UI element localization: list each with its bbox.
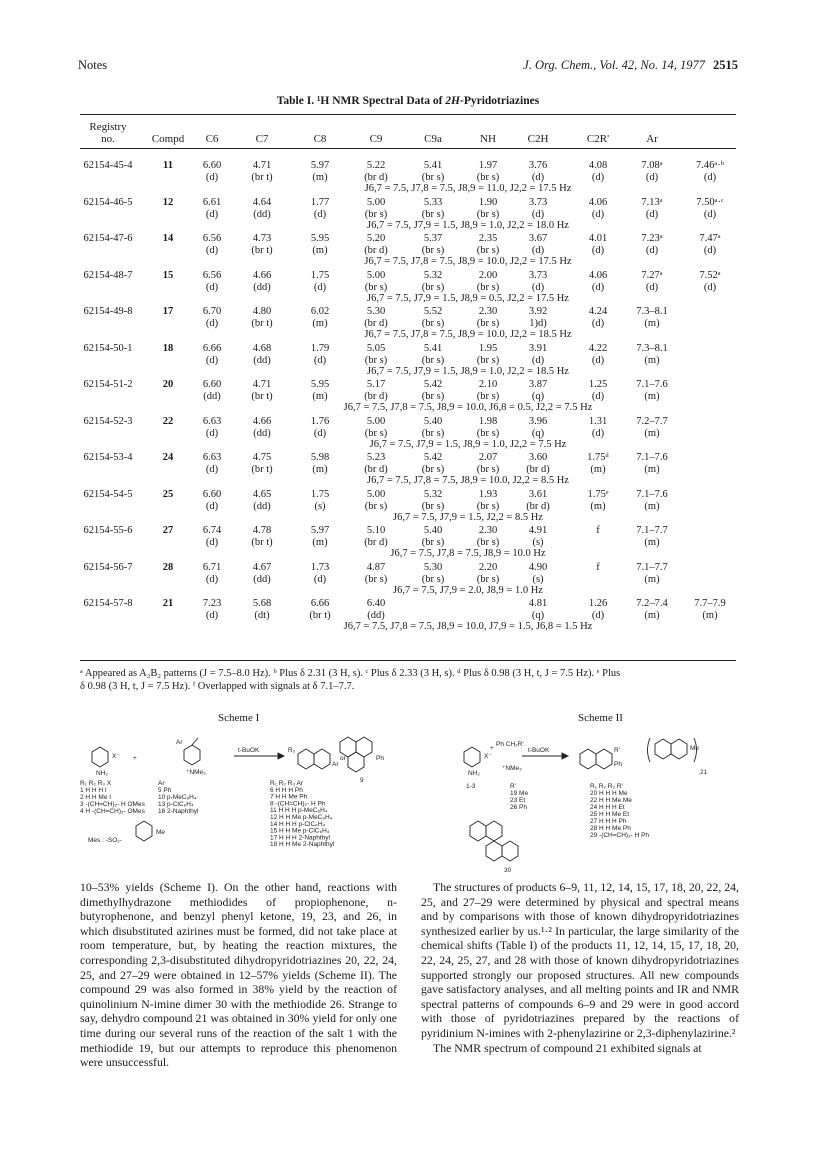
table-cell-nh: 2.20 (br s): [476, 561, 500, 585]
table-cell-ar2: 7.52ᵃ (d): [699, 269, 721, 293]
coupling-constants: J6,7 = 7.5, J7,8 = 7.5, J8,9 = 10.0, J2,2 = 8.5 Hz: [367, 475, 569, 486]
table-cell-c2h: 3.91 (d): [528, 342, 548, 366]
table-cell-c7: 4.73 (br t): [251, 233, 273, 256]
journal-citation: J. Org. Chem., Vol. 42, No. 14, 1977: [523, 58, 705, 72]
table-cell-nh: 2.00 (br s): [476, 269, 500, 293]
table-top-rule: [80, 114, 736, 115]
coupling-constants: J6,7 = 7.5, J7,9 = 1.5, J8,9 = 1.0, J2,2 = 18.0 Hz: [367, 219, 569, 231]
product-ring-2a: [580, 749, 596, 769]
table-cell-reg: 62154-54-5: [83, 488, 133, 500]
table-cell-c2h: 4.90 (s): [528, 561, 548, 585]
table-cell-compd: 28: [162, 561, 174, 573]
table-cell-ar1: 7.1–7.6 (m): [636, 488, 668, 512]
plus-sign-2: +: [490, 745, 494, 752]
scheme-2-title: Scheme II: [578, 712, 623, 724]
compounds-1-3-label: 1-3: [466, 783, 476, 790]
scheme-2-product-table: [590, 783, 649, 839]
table-cell-ar2: 7.7–7.9 (m): [694, 598, 726, 621]
scheme-2-reagent: t-BuOK: [528, 747, 550, 754]
scheme-1-diagram: [78, 730, 418, 875]
footnote-line-1: ᵃ Appeared as A₂B₂ patterns (J = 7.5–8.0 Hz). ᵇ Plus δ 2.31 (3 H, s). ᶜ Plus δ 2.33 (3 H, s). ᵈ Plus δ 0.98 (3 H, t, J = 7.5 Hz). ᵉ Plus: [80, 668, 621, 679]
table-cell-ar1: 7.13ᵃ (d): [641, 196, 663, 220]
table-cell-c7: 4.71 (br t): [251, 379, 273, 402]
table-title-main: ¹H NMR Spectral Data of: [316, 95, 446, 107]
table-cell-ar2: 7.47ᵃ (d): [699, 233, 721, 256]
table-cell-c6: 6.74 (d): [202, 525, 222, 548]
table-cell-compd: 21: [162, 598, 174, 609]
scheme-1-reactant-table: [80, 780, 146, 815]
scheme-table-row: 1 H H H I: [80, 787, 107, 794]
table-cell-c2h: 3.96 (q): [528, 415, 548, 439]
table-cell-c2h: 4.91 (s): [528, 525, 548, 548]
body-text-right-column: [421, 880, 739, 1055]
table-cell-c2h: 3.60 (br d): [526, 452, 550, 475]
table-cell-c9a: 5.40 (br s): [421, 525, 445, 548]
r2-label: R₂: [288, 747, 296, 754]
table-cell-c9: 6.40 (dd): [366, 598, 386, 621]
table-cell-c6: 6.60 (dd): [202, 379, 222, 402]
mes-label: Mes : -SO₂-: [88, 837, 122, 844]
table-cell-compd: 27: [162, 525, 174, 536]
table-cell-c2r: 4.22 (d): [588, 342, 608, 366]
coupling-constants: J6,7 = 7.5, J7,9 = 1.5, J8,9 = 1.0, J2,2 = 18.5 Hz: [367, 365, 569, 377]
table-cell-c6: 6.71 (d): [202, 561, 222, 585]
table-cell-c7: 4.78 (br t): [251, 525, 273, 548]
paragraph: The NMR spectrum of compound 21 exhibited signals at: [433, 1040, 702, 1055]
table-cell-compd: 14: [162, 233, 174, 244]
table-cell-c2h: 3.61 (br d): [526, 488, 550, 512]
table-cell-c7: 4.65 (dd): [252, 488, 272, 512]
table-cell-nh: 2.07 (br s): [476, 452, 500, 475]
pyridinium-ring-2: [464, 747, 480, 767]
table-cell-ar1: 7.1–7.7 (m): [636, 561, 668, 585]
table-cell-c9a: 5.30 (br s): [421, 561, 445, 585]
table-cell-c8: 1.73 (d): [310, 561, 330, 585]
compound-21-ring-a: [655, 739, 671, 759]
ar-label-2: Ar: [332, 761, 339, 768]
table-cell-c2r: 1.25 (d): [588, 379, 608, 402]
column-header: C9a: [424, 133, 442, 145]
table-cell-c2r: 4.08 (d): [588, 160, 608, 183]
coupling-constants: J6,7 = 7.5, J7,9 = 1.5, J8,9 = 0.5, J2,2 = 17.5 Hz: [367, 292, 569, 304]
table-cell-ar1: 7.23ᵃ (d): [641, 233, 663, 256]
scheme-1-reagent: t-BuOK: [238, 747, 260, 754]
scheme-2-rprime-table: [510, 783, 528, 811]
table-cell-reg: 62154-56-7: [83, 561, 133, 573]
table-cell-c9: 5.30 (br d): [364, 306, 388, 329]
table-cell-c2r: f: [596, 525, 600, 536]
table-cell-c8: 1.75 (s): [310, 488, 330, 512]
ph-label-2: Ph: [614, 761, 622, 768]
table-cell-c9: 5.00 (br s): [364, 415, 388, 439]
table-cell-c7: 4.64 (dd): [252, 196, 272, 220]
table-cell-reg: 62154-49-8: [83, 306, 133, 317]
table-cell-c8: 1.79 (d): [310, 342, 330, 366]
table-cell-compd: 17: [162, 306, 174, 317]
table-cell-compd: 24: [162, 452, 174, 463]
table-cell-c2h: 3.73 (d): [528, 196, 548, 220]
table-cell-ar1: 7.08ᵃ (d): [641, 160, 663, 183]
compound-30-ring-a: [470, 821, 486, 841]
table-cell-c2r: 1.26 (d): [588, 598, 608, 621]
table-cell-ar1: 7.27ᵃ (d): [641, 269, 663, 293]
scheme-table-row: 25 H H Me Et: [590, 811, 630, 818]
table-header-rule: [80, 148, 736, 149]
table-cell-c9a: 5.42 (br s): [421, 379, 445, 402]
table-footnotes: [80, 667, 740, 693]
table-title: [0, 95, 816, 107]
compound-9-label: 9: [360, 777, 364, 784]
scheme-table-row: 6 H H H Ph: [270, 786, 303, 794]
table-cell-c2h: 3.87 (q): [528, 379, 548, 402]
ar-label-1: Ar: [176, 739, 183, 746]
scheme-table-row: 23 Et: [510, 797, 526, 804]
table-cell-c2h: 3.92 1)d): [528, 306, 548, 329]
table-cell-reg: 62154-50-1: [83, 342, 133, 354]
scheme-table-row: 8 -(CH=CH)₂- H Ph: [270, 800, 326, 808]
table-cell-c6: 6.63 (d): [202, 452, 222, 475]
scheme-table-row: 28 H H Me Ph: [590, 825, 631, 832]
table-cell-c2r: 1.75ᵈ (m): [587, 452, 609, 475]
page-header-section: Notes: [78, 58, 108, 72]
table-cell-compd: 20: [162, 379, 174, 390]
scheme-table-row: 27 H H H Ph: [590, 818, 627, 825]
column-header: C8: [313, 133, 327, 145]
scheme-table-row: 18 H H Me 2-Naphthyl: [270, 841, 335, 849]
table-cell-c9a: 5.32 (br s): [421, 269, 445, 293]
table-title-prefix: Table I.: [276, 95, 317, 107]
table-cell-c9a: 5.41 (br s): [421, 160, 445, 183]
table-cell-nh: 1.95 (br s): [476, 342, 500, 366]
table-cell-ar1: 7.3–8.1 (m): [636, 342, 668, 366]
mesityl-ring: [136, 821, 152, 841]
table-cell-c9a: 5.37 (br s): [421, 233, 445, 256]
product-ring-b: [314, 749, 330, 769]
table-cell-c9a: 5.41 (br s): [421, 342, 445, 366]
table-cell-c2r: 4.24 (d): [588, 306, 608, 329]
table-cell-compd: 25: [162, 488, 174, 500]
scheme-table-row: 14 H H H p-ClC₆H₄: [270, 820, 326, 828]
table-cell-c7: 5.68 (dt): [252, 598, 272, 621]
scheme-1-product-table: [270, 780, 335, 848]
scheme-table-row: 16 2-Naphthyl: [158, 808, 199, 815]
scheme-table-row: 26 Ph: [510, 804, 527, 811]
table-cell-reg: 62154-55-6: [83, 525, 133, 536]
table-cell-c8: 5.95 (m): [310, 233, 330, 256]
table-cell-c2r: 4.06 (d): [588, 196, 608, 220]
table-cell-nh: 2.30 (br s): [476, 525, 500, 548]
table-cell-c7: 4.67 (dd): [252, 561, 272, 585]
table-cell-c8: 5.97 (m): [310, 525, 330, 548]
table-bottom-rule: [80, 660, 736, 661]
x-anion-label-2: X⁻: [484, 753, 492, 760]
coupling-constants: J6,7 = 7.5, J7,9 = 2.0, J8,9 = 1.0 Hz: [393, 584, 543, 596]
coupling-constants: J6,7 = 7.5, J7,9 = 1.5, J2,2 = 8.5 Hz: [393, 511, 543, 523]
scheme-table-head: R': [510, 783, 516, 790]
compound-21-label: 21: [700, 769, 708, 776]
column-header: C7: [255, 133, 269, 145]
table-cell-nh: 1.93 (br s): [476, 488, 500, 512]
table-cell-c9: 5.05 (br s): [364, 342, 388, 366]
table-cell-c9: 5.17 (br d): [364, 379, 388, 402]
table-cell-c6: 6.56 (d): [202, 269, 222, 293]
ph-ch2r-label: Ph CH₂R': [496, 741, 524, 748]
table-cell-c6: 6.66 (d): [202, 342, 222, 366]
table-cell-c8: 6.02 (m): [310, 306, 330, 329]
page-header-journal: [523, 58, 738, 73]
scheme-1-or: or: [340, 755, 346, 762]
scheme-table-row: 20 H H H Me: [590, 790, 628, 797]
scheme-table-head: Ar: [158, 780, 165, 787]
nme3-label: ⁺NMe₃: [186, 769, 206, 776]
scheme-table-row: 22 H H Me Me: [590, 797, 632, 804]
table-cell-c6: 6.60 (d): [202, 488, 222, 512]
table-cell-ar1: 7.1–7.7 (m): [636, 525, 668, 548]
scheme-table-head: R₁ R₂ R₃ Ar: [270, 780, 304, 787]
table-cell-c8: 1.77 (d): [310, 196, 330, 220]
table-cell-nh: 2.35 (br s): [476, 233, 500, 256]
table-cell-c9: 5.00 (br s): [364, 488, 388, 512]
table-cell-c9: 5.00 (br s): [364, 196, 388, 220]
rprime-label: R': [614, 747, 620, 754]
coupling-constants: J6,7 = 7.5, J7,8 = 7.5, J8,9 = 10.0, J2,2 = 17.5 Hz: [364, 256, 572, 267]
nme3-label-2: ⁺NMe₃: [502, 765, 522, 772]
table-cell-reg: 62154-52-3: [83, 415, 133, 427]
column-header: C9: [369, 133, 383, 145]
scheme-table-row: 24 H H H Et: [590, 804, 625, 811]
table-cell-c9: 5.20 (br d): [364, 233, 388, 256]
table-cell-ar1: 7.2–7.4 (m): [636, 598, 668, 621]
scheme-table-row: 29 -(CH=CH)₂- H Ph: [590, 832, 650, 839]
table-cell-c2h: 3.67 (d): [528, 233, 548, 256]
table-cell-c8: 1.76 (d): [310, 415, 330, 439]
table-cell-ar1: 7.1–7.6 (m): [636, 452, 668, 475]
nh2-label-2: NH₂: [468, 770, 480, 777]
table-cell-c6: 6.70 (d): [202, 306, 222, 329]
table-cell-reg: 62154-45-4: [83, 160, 133, 171]
column-header: C2H: [527, 133, 549, 145]
table-cell-c9a: 5.52 (br s): [421, 306, 445, 329]
table-cell-c2r: 4.01 (d): [588, 233, 608, 256]
table-cell-c9: 4.87 (br s): [364, 561, 388, 585]
table-cell-reg: 62154-51-2: [83, 379, 133, 390]
table-cell-compd: 11: [163, 160, 173, 171]
table-cell-c7: 4.66 (dd): [252, 415, 272, 439]
table-cell-reg: 62154-57-8: [83, 598, 133, 609]
table-cell-c9a: 5.32 (br s): [421, 488, 445, 512]
coupling-constants: J6,7 = 7.5, J7,8 = 7.5, J8,9 = 10.0, J2,2 = 18.5 Hz: [364, 329, 572, 340]
table-cell-ar1: 7.2–7.7 (m): [636, 415, 668, 439]
scheme-table-row: 11 H H H p-MeC₆H₄: [270, 807, 328, 815]
table-cell-c8: 6.66 (br t): [309, 598, 331, 621]
coupling-constants: J6,7 = 7.5, J7,8 = 7.5, J8,9 = 11.0, J2,2 = 17.5 Hz: [364, 183, 572, 194]
table-cell-ar1: 7.1–7.6 (m): [636, 379, 668, 402]
table-cell-compd: 12: [162, 196, 174, 208]
table-cell-c9: 5.22 (br d): [364, 160, 388, 183]
table-cell-compd: 15: [162, 269, 174, 281]
table-cell-nh: 2.10 (br s): [476, 379, 500, 402]
table-cell-c7: 4.68 (dd): [252, 342, 272, 366]
table-cell-c6: 6.56 (d): [202, 233, 222, 256]
table-cell-c6: 7.23 (d): [202, 598, 222, 621]
table-cell-nh: 1.90 (br s): [476, 196, 500, 220]
table-cell-c9: 5.10 (br d): [364, 525, 388, 548]
table-cell-c2r: 1.75ᵉ (m): [587, 488, 609, 512]
table-cell-c6: 6.63 (d): [202, 415, 222, 439]
scheme-table-row: 3 -(CH=CH)₂- H OMes: [80, 801, 145, 808]
scheme-table-row: 17 H H H 2-Naphthyl: [270, 834, 330, 842]
scheme-table-row: 7 H H Me Ph: [270, 793, 308, 801]
table-cell-c9a: 5.33 (br s): [421, 196, 445, 220]
me-label-21: Me: [690, 745, 700, 752]
scheme-table-row: 5 Ph: [158, 787, 172, 794]
compound-30-label: 30: [504, 867, 512, 874]
column-header: Compd: [151, 133, 185, 145]
aryl-ring: [184, 745, 200, 765]
column-header: NH: [480, 133, 496, 145]
table-cell-c9: 5.23 (br d): [364, 452, 388, 475]
table-cell-c7: 4.66 (dd): [252, 269, 272, 293]
paragraph: 10–53% yields (Scheme I). On the other hand, reactions with dimethylhydrazone methiodides of propiophenone, n-butyrophenone, and benzyl phenyl ketone, 19, 23, and 26, in which disubstituted azirines must be formed, did not take place at room temperature, but, by heating the reaction mixtures, the corresponding 2,3-disubstituted dihydropyridotriazines 20, 22, 24, 25, and 27–29 were obtained in 12–57% yields (Scheme II). The compound 29 was also formed in 38% yield by the reaction of quinolinium N-imine dimer 30 with the methiodide 26. Strange to say, dehydro compound 21 was obtained in 30% yield for only one time during our several runs of the reaction of the salt 1 with the methiodide 19, but our attempts to reproduce this phenomenon were unsuccessful.: [80, 880, 397, 1070]
product-ring-a: [298, 749, 314, 769]
table-cell-c9a: 5.42 (br s): [421, 452, 445, 475]
table-cell-c7: 4.75 (br t): [251, 452, 273, 475]
paragraph: The structures of products 6–9, 11, 12, 14, 15, 17, 18, 20, 22, 24, 25, and 27–29 were determined by physical and spectral means and by comparisons with those of known dihydropyridotriazines synthesized earlier by us.¹·² In particular, the large similarity of the chemical shifts (Table I) of the products 11, 12, 14, 15, 17, 18, 20, 22, 24, 25, 27, and 28 with those of known dihydropyridotriazines supported strongly our proposed structures. All new compounds gave satisfactory analyses, and all melting points and IR and NMR spectral patterns of compounds 6–9 and 29 were in good accord with those of pyridotriazines prepared by the reactions of pyridinium N-imines with 2-phenylazirine or 2,3-diphenylazirine.²: [421, 880, 739, 1040]
scheme-table-row: 13 p-ClC₆H₄: [158, 801, 194, 808]
coupling-constants: J6,7 = 7.5, J7,8 = 7.5, J8,9 = 10.0 Hz: [390, 548, 546, 559]
table-cell-c6: 6.60 (d): [202, 160, 222, 183]
coupling-constants: J6,7 = 7.5, J7,8 = 7.5, J8,9 = 10.0, J6,8 = 0.5, J2,2 = 7.5 Hz: [343, 402, 593, 413]
table-cell-c2r: 1.31 (d): [588, 415, 608, 439]
table-cell-c6: 6.61 (d): [202, 196, 222, 220]
table-cell-reg: 62154-47-6: [83, 233, 133, 244]
ph-label: Ph: [376, 755, 384, 762]
scheme-table-head: R₁ R₂ R₃ X: [80, 780, 112, 787]
table-cell-c2h: 4.81 (q): [528, 598, 548, 621]
table-cell-c8: 5.98 (m): [310, 452, 330, 475]
column-header: C6: [205, 133, 219, 145]
table-cell-nh: 1.97 (br s): [476, 160, 500, 183]
table-cell-c8: 1.75 (d): [310, 269, 330, 293]
nh2-label: NH₂: [96, 770, 108, 777]
table-cell-reg: 62154-48-7: [83, 269, 133, 281]
table-title-italic: 2H: [445, 95, 460, 107]
table-cell-ar2: 7.50ᵃ·ᶜ (d): [696, 196, 724, 220]
table-cell-c2h: 3.76 (d): [528, 160, 548, 183]
scheme-table-head: R₁ R₂ R₃ R': [590, 783, 623, 790]
scheme-table-row: 15 H H Me p-ClC₆H₄: [270, 827, 330, 835]
footnote-line-2: δ 0.98 (3 H, t, J = 7.5 Hz). ᶠ Overlapped with signals at δ 7.1–7.7.: [80, 681, 355, 692]
table-cell-c7: 4.71 (br t): [251, 160, 273, 183]
column-header: C2R': [586, 133, 610, 145]
column-header: Registry no.: [89, 121, 127, 145]
table-cell-compd: 18: [162, 342, 174, 354]
table-cell-ar1: 7.3–8.1 (m): [636, 306, 668, 329]
table-cell-c8: 5.97 (m): [310, 160, 330, 183]
table-cell-c8: 5.95 (m): [310, 379, 330, 402]
plus-sign: +: [133, 755, 137, 762]
coupling-constants: J6,7 = 7.5, J7,9 = 1.5, J8,9 = 1.0, J2,2 = 7.5 Hz: [369, 438, 567, 450]
body-text-left-column: [80, 880, 397, 1070]
table-cell-compd: 22: [162, 415, 174, 427]
scheme-1-title: Scheme I: [218, 712, 260, 724]
table-cell-c2r: 4.06 (d): [588, 269, 608, 293]
table-cell-c9a: 5.40 (br s): [421, 415, 445, 439]
scheme-2-diagram: [450, 730, 740, 875]
table-cell-nh: 2.30 (br s): [476, 306, 500, 329]
table-cell-nh: 1.98 (br s): [476, 415, 500, 439]
scheme-table-row: 2 H H Me I: [80, 794, 112, 801]
table-cell-reg: 62154-46-5: [83, 196, 133, 208]
scheme-table-row: 10 p-MeC₆H₄: [158, 794, 197, 801]
x-anion-label: X⁻: [112, 753, 120, 760]
table-cell-ar2: 7.46ᵃ·ᵇ (d): [696, 160, 724, 183]
scheme-1-ar-table: [158, 780, 199, 815]
table-cell-reg: 62154-53-4: [83, 452, 133, 463]
scheme-table-row: 19 Me: [510, 790, 529, 797]
scheme-table-row: 12 H H Me p-MeC₆H₄: [270, 814, 333, 821]
column-header: Ar: [646, 133, 658, 145]
table-cell-c2h: 3.73 (d): [528, 269, 548, 293]
table-cell-c7: 4.80 (br t): [251, 306, 273, 329]
table-title-suffix: -Pyridotriazines: [460, 95, 540, 107]
pyridinium-ring: [92, 747, 108, 767]
table-cell-c2r: f: [596, 561, 600, 573]
mes-me-label: Me: [156, 829, 166, 836]
table-cell-c9: 5.00 (br s): [364, 269, 388, 293]
page-number: 2515: [713, 58, 738, 72]
scheme-table-row: 4 H -(CH=CH)₂- OMes: [80, 808, 145, 815]
coupling-constants: J6,7 = 7.5, J7,8 = 7.5, J8,9 = 10.0, J7,9 = 1.5, J6,8 = 1.5 Hz: [343, 621, 593, 632]
